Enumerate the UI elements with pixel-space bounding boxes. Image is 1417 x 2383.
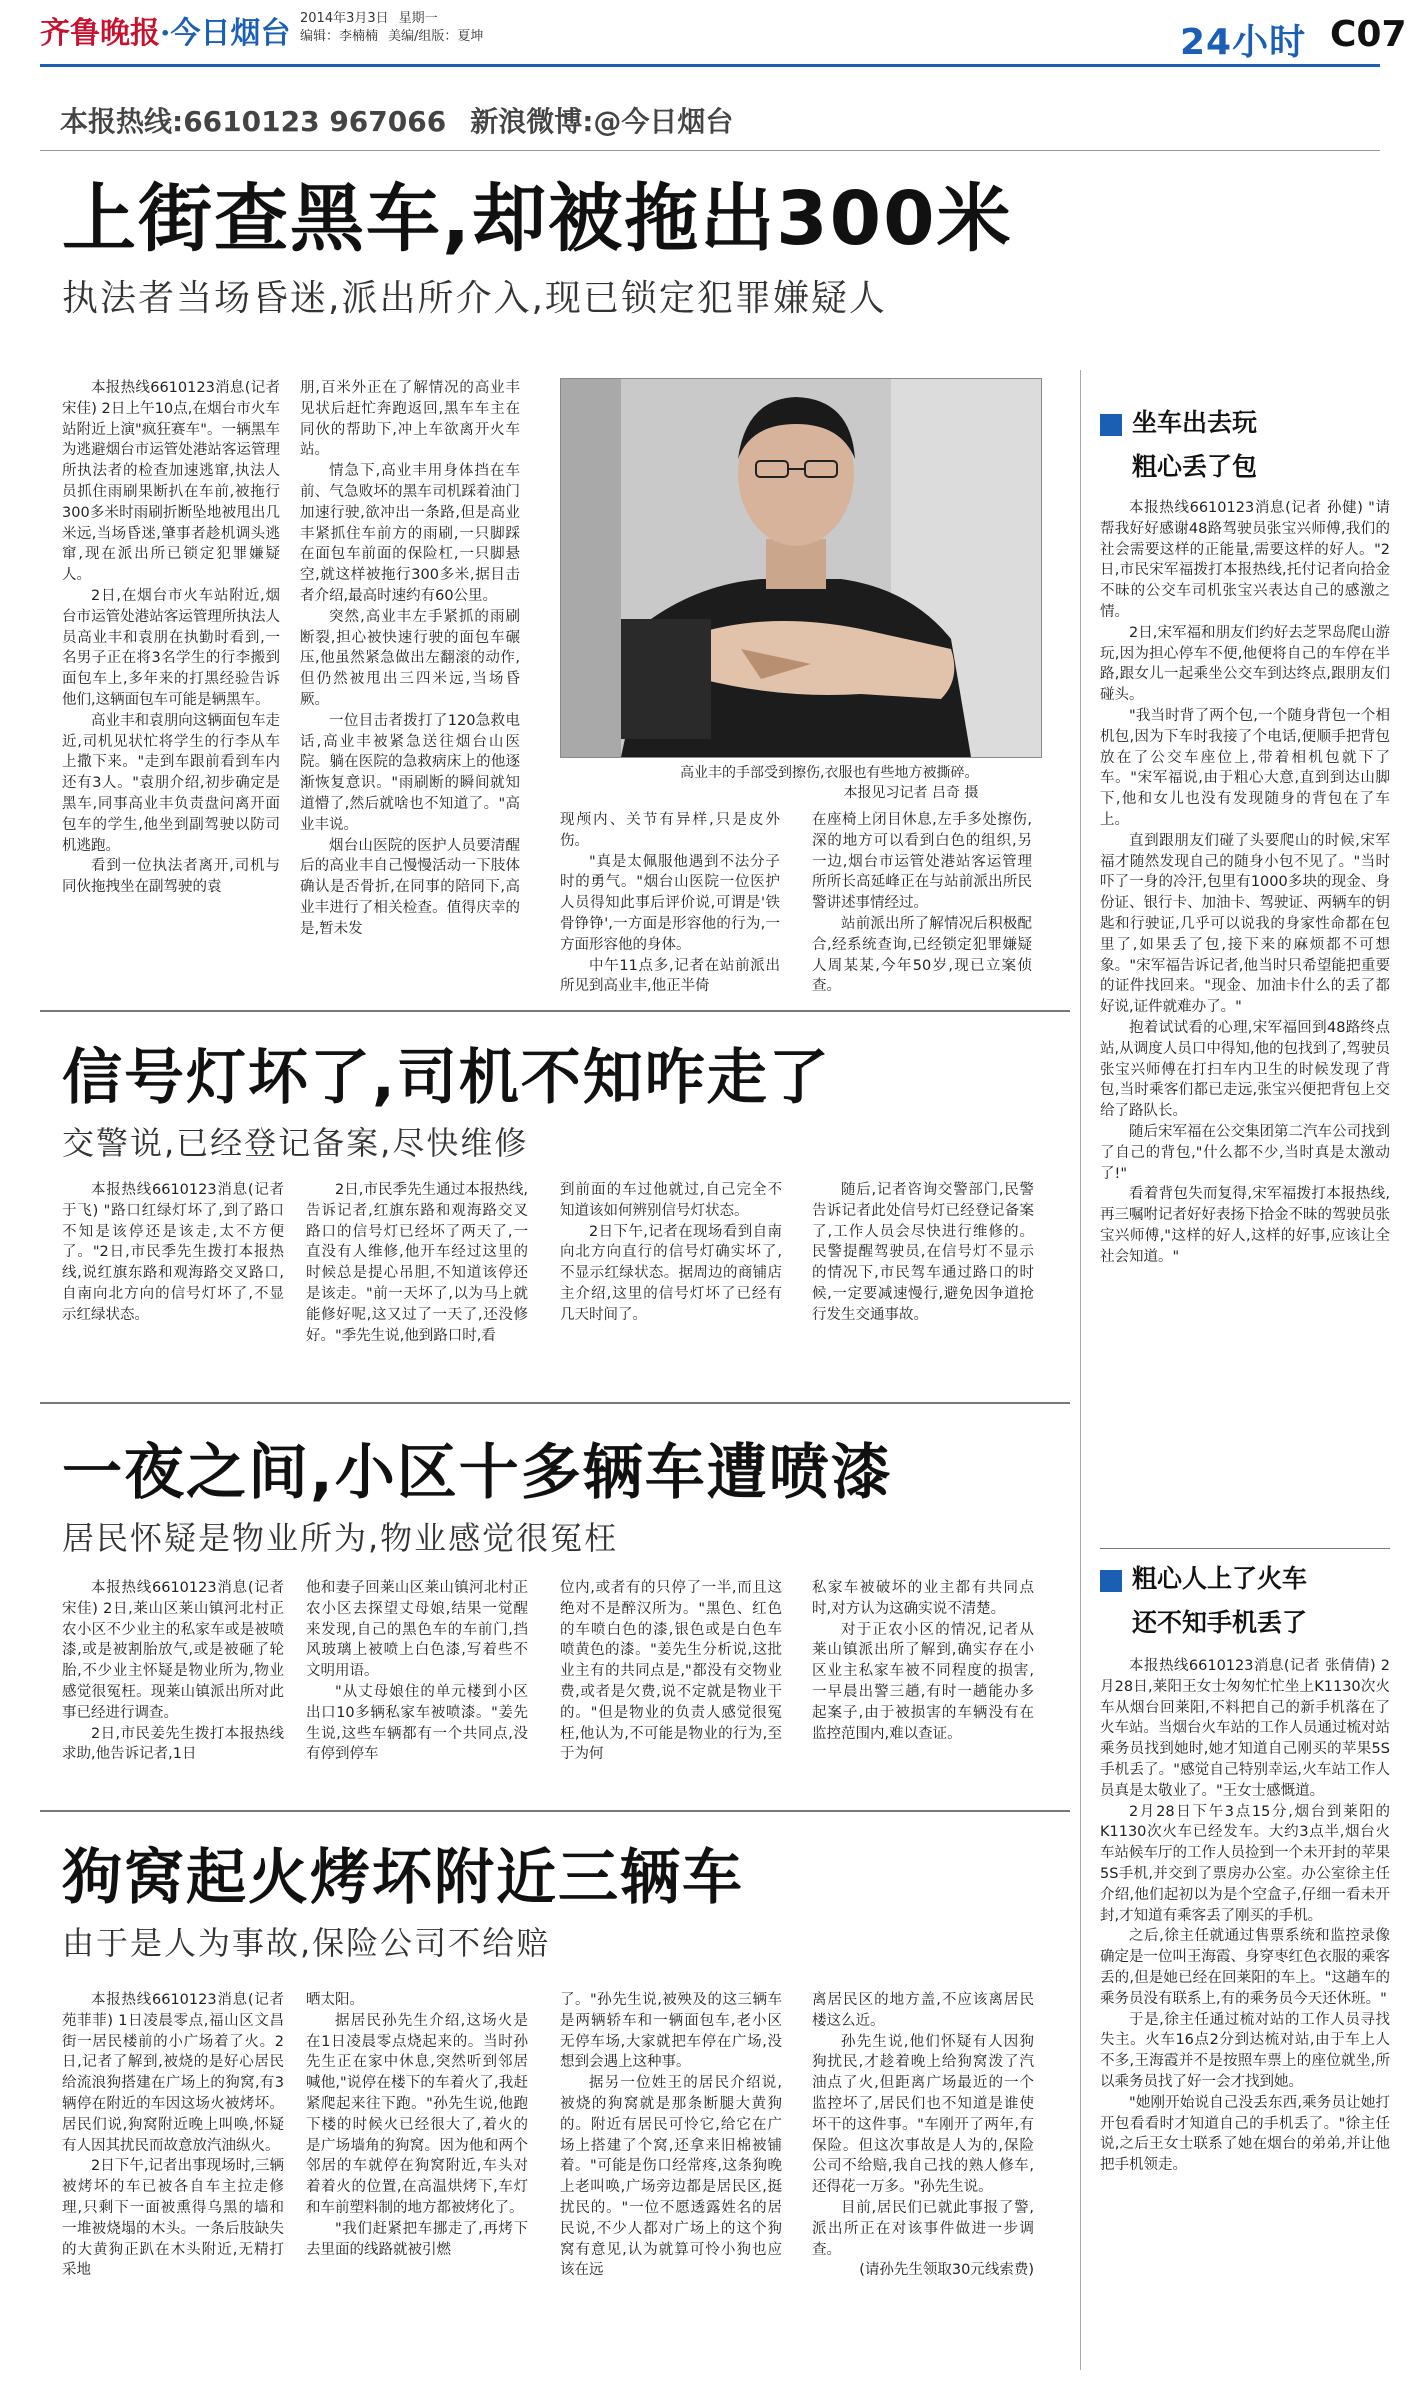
story2-subheadline: 交警说,已经登记备案,尽快维修: [62, 1124, 529, 1162]
story4-paragraph: 据居民孙先生介绍,这场火是在1日凌晨零点烧起来的。当时孙先生正在家中休息,突然听到邻居喊他,"说停在楼下的车着火了,我赶紧爬起来往下跑。"孙先生说,他跑下楼的时候火已经很大了,着火的是广场墙角的狗窝。因为他和两个邻居的车就停在狗窝附近,车头对着着火的位置,在高温烘烤下,车灯和车前塑料制的地方都被烤化了。: [306, 2012, 528, 2216]
story1-paragraph: 在座椅上闭目休息,左手多处擦伤,深的地方可以看到白色的组织,另一边,烟台市运管处港站客运管理所所长高延峰正在与站前派出所民警讲述事情经过。: [812, 812, 1032, 912]
sidebar-story1-title-line1: 坐车出去玩: [1132, 408, 1258, 437]
story4-column-4: [812, 1990, 1034, 2375]
story4-column-2: [306, 1990, 528, 2375]
sidebar-paragraph: 于是,徐主任通过梳对站的工作人员寻找失主。火车16点2分到达梳对站,由于车上人不多,王海霞并不是按照车票上的座位就坐,所以乘务员找了好一会才找到她。: [1100, 2011, 1390, 2090]
story1-paragraph: 朋,百米外正在了解情况的高业丰见状后赶忙奔跑返回,黑车车主在同伙的帮助下,冲上车欲离开火车站。: [300, 380, 520, 459]
section-badge: 24小时: [1180, 22, 1307, 63]
story4-paragraph: 了。"孙先生说,被殃及的这三辆车是两辆轿车和一辆面包车,老小区无停车场,大家就把车停在广场,没想到会遇上这种事。: [560, 1992, 782, 2071]
paper-name: 齐鲁晚报: [40, 16, 160, 51]
editor-credit: 编辑：李楠楠: [300, 29, 379, 44]
story1-paragraph: 2日,在烟台市火车站附近,烟台市运管处港站客运管理所执法人员高业丰和袁朋在执勤时看到,一名男子正在将3名学生的行李搬到面包车上,多年来的打黑经验告诉他们,这辆面包车可能是辆黑车。: [62, 587, 280, 708]
story3-paragraph: 2日,市民姜先生拨打本报热线求助,他告诉记者,1日: [62, 1725, 284, 1763]
sidebar-story1-title-line2: 粗心丢了包: [1132, 452, 1258, 481]
story1-paragraph: 突然,高业丰左手紧抓的雨刷断裂,担心被快速行驶的面包车碾压,他虽然紧急做出左翻滚的动作,但仍然被甩出三四米远,当场昏厥。: [300, 608, 520, 708]
story3-paragraph: 位内,或者有的只停了一半,而且这绝对不是醉汉所为。"黑色、红色的车喷白色的漆,银色或是白色车喷黄色的漆。"姜先生分析说,这批业主有的共同点是,"都没有交物业费,或者是欠费,说不定就是物业干的。"但是物业的负责人感觉很冤枉,他认为,不可能是物业的行为,至于为何: [560, 1580, 782, 1763]
story2-column-4: [812, 1180, 1034, 1390]
page-number: C07: [1330, 14, 1407, 55]
story1-paragraph: 烟台山医院的医护人员要清醒后的高业丰自己慢慢活动一下肢体确认是否骨折,在同事的陪同下,高业丰进行了相关检查。值得庆幸的是,暂未发: [300, 837, 520, 937]
sidebar-story2-title-line2: 还不知手机丢了: [1132, 1608, 1308, 1637]
sidebar-marker: [1100, 414, 1122, 436]
sidebar-paragraph: 2月28日下午3点15分,烟台到莱阳的K1130次火车已经发车。大约3点半,烟台火车站候车厅的工作人员捡到一个未开封的苹果5S手机,并交到了票房办公室。办公室徐主任介绍,他们起初以为是个空盒子,仔细一看未开封,才知道有乘客丢了刚买的手机。: [1100, 1803, 1390, 1924]
hotline-weibo: 新浪微博:@今日烟台: [470, 105, 734, 138]
story1-paragraph: 情急下,高业丰用身体挡在车前、气急败坏的黑车司机踩着油门加速行驶,欲冲出一条路,但是高业丰紧抓住车前方的雨刷,一只脚踩在面包车前面的保险杠,一只脚悬空,就这样被拖行300多米,据目击者介绍,最高时速约有60公里。: [300, 463, 520, 604]
story3-paragraph: 他和妻子回莱山区莱山镇河北村正农小区去探望丈母娘,结果一觉醒来发现,自己的黑色车的车前门,挡风玻璃上被喷上白色漆,写着些不文明用语。: [306, 1580, 528, 1680]
story1-headline: 上街查黑车,却被拖出300米: [62, 176, 1013, 262]
sidebar-paragraph: "她刚开始说自己没丢东西,乘务员让她打开包看看时才知道自己的手机丢了。"徐主任说,之后王女士联系了她在烟台的弟弟,并让他把手机领走。: [1100, 2094, 1390, 2174]
story4-paragraph: 据另一位姓王的居民介绍说,被烧的狗窝就是那条断腿大黄狗的。附近有居民可怜它,给它在广场上搭建了个窝,还拿来旧棉被铺着。"可能是伤口经常疼,这条狗晚上老叫唤,广场旁边都是居民区,挺扰民的。"一位不愿透露姓名的居民说,不少人都对广场上的这个狗窝有意见,认为就算可怜小狗也应该在远: [560, 2075, 782, 2279]
issue-date: 2014年3月3日: [300, 11, 389, 26]
story2-headline: 信号灯坏了,司机不知咋走了: [62, 1043, 831, 1113]
story3-paragraph: 私家车被破坏的业主都有共同点时,对方认为这确实说不清楚。: [812, 1580, 1034, 1617]
story4-paragraph: 本报热线6610123消息(记者 苑菲菲) 1日凌晨零点,福山区文昌街一居民楼前的小广场着了火。2日,记者了解到,被烧的是好心居民给流浪狗搭建在广场上的狗窝,有3辆停在附近的车因这场火被烤坏。居民们说,狗窝附近晚上叫唤,怀疑有人因其扰民而故意放汽油纵火。: [62, 1992, 284, 2154]
story2-paragraph: 到前面的车过他就过,自己完全不知道该如何辨别信号灯状态。: [560, 1182, 782, 1219]
story4-paragraph: "我们赶紧把车挪走了,再烤下去里面的线路就被引燃: [306, 2220, 528, 2258]
section-name: ·今日烟台: [160, 16, 291, 51]
story1-subheadline: 执法者当场昏迷,派出所介入,现已锁定犯罪嫌疑人: [62, 278, 887, 319]
story4-paragraph: (请孙先生领取30元线索费): [859, 2262, 1034, 2279]
sidebar-paragraph: 直到跟朋友们碰了头要爬山的时候,宋军福才随然发现自己的随身小包不见了。"当时吓了一身的冷汗,包里有1000多块的现金、身份证、银行卡、加油卡、驾驶证、两辆车的钥匙和行驶证,几乎可以说我的身家性命都在包里了,如果丢了包,接下来的麻烦都不可想象。"宋军福告诉记者,他当时只希望能把重要的证件找回来。"现金、加油卡什么的丢了都好说,证件就难办了。": [1100, 832, 1390, 1016]
section-divider: [40, 1402, 1070, 1404]
sidebar-paragraph: 本报热线6610123消息(记者 张倩倩) 2月28日,莱阳王女士匆匆忙忙坐上K1130次火车从烟台回莱阳,不料把自己的新手机落在了火车站。当烟台火车站的工作人员通过梳对站乘务员找到她时,她才知道自己刚买的苹果5S手机丢了。"感觉自己特别幸运,火车站工作人员真是太敬业了。"王女士感慨道。: [1100, 1658, 1390, 1799]
story4-column-1: [62, 1990, 284, 2375]
story1-photo: [560, 378, 1042, 758]
sidebar-divider: [1080, 370, 1081, 2370]
issue-meta: [300, 10, 493, 46]
story1-paragraph: 站前派出所了解情况后积极配合,经系统查询,已经锁定犯罪嫌疑人周某某,今年50岁,现已立案侦查。: [812, 915, 1032, 995]
story3-paragraph: "从丈母娘住的单元楼到小区出口10多辆私家车被喷漆。"姜先生说,这些车辆都有一个共同点,没有停到停车: [306, 1683, 528, 1763]
story3-column-1: [62, 1578, 284, 1796]
hotline-rule: [40, 150, 1380, 151]
story3-column-4: [812, 1578, 1034, 1796]
sidebar-paragraph: "我当时背了两个包,一个随身背包一个相机包,因为下车时我接了个电话,便顺手把背包放在了公交车座位上,带着相机包就下了车。"宋军福说,由于粗心大意,直到到达山脚下,他和女儿也没有发现随身的背包在了车上。: [1100, 707, 1390, 828]
story2-paragraph: 本报热线6610123消息(记者 于飞) "路口红绿灯坏了,到了路口不知是该停还是该走,太不方便了。"2日,市民季先生拨打本报热线,说红旗东路和观海路交叉路口,自南向北方向的信号灯坏了,不显示红绿状态。: [62, 1182, 284, 1323]
story1-column-1: [62, 378, 280, 938]
story1-photo-caption: [680, 763, 978, 803]
story3-column-2: [306, 1578, 528, 1796]
story1-column-4: [812, 810, 1032, 1000]
story4-paragraph: 孙先生说,他们怀疑有人因狗狗扰民,才趁着晚上给狗窝泼了汽油点了火,但距离广场最近的一个监控坏了,居民们也不知道是谁使坏干的这件事。"车刚开了两年,有保险。但这次事故是人为的,保险公司不给赔,我自己找的熟人修车,还得花一万多。"孙先生说。: [812, 2033, 1034, 2196]
masthead: [40, 8, 290, 52]
page-header: [0, 0, 1417, 70]
story3-column-3: [560, 1578, 782, 1796]
sidebar-marker: [1100, 1570, 1122, 1592]
story4-paragraph: 离居民区的地方盖,不应该离居民楼这么近。: [812, 1992, 1034, 2029]
story3-paragraph: 本报热线6610123消息(记者 宋佳) 2日,莱山区莱山镇河北村正农小区不少业主的私家车或是被喷漆,或是被割胎放气,或是被砸了轮胎,不少业主怀疑是物业所为,物业感觉很冤枉。现莱山镇派出所对此事已经进行调查。: [62, 1580, 284, 1721]
story4-headline: 狗窝起火烤坏附近三辆车: [62, 1843, 744, 1913]
sidebar-paragraph: 看着背包失而复得,宋军福拨打本报热线,再三嘱咐记者好好表扬下拾金不昧的驾驶员张宝兴师傅,"这样的好人,这样的好事,应该让全社会知道。": [1100, 1186, 1390, 1265]
sidebar-paragraph: 本报热线6610123消息(记者 孙健) "请帮我好好感谢48路驾驶员张宝兴师傅,我们的社会需要这样的正能量,需要这样的好人。"2日,市民宋军福拨打本报热线,托付记者向拾金不昧的公交车司机张宝兴表达自己的感激之情。: [1100, 500, 1390, 620]
story3-subheadline: 居民怀疑是物业所为,物业感觉很冤枉: [62, 1519, 619, 1557]
photo-credit: 本报见习记者 吕奇 摄: [843, 785, 979, 801]
story1-paragraph: 看到一位执法者离开,司机与同伙拖拽坐在副驾驶的袁: [62, 858, 280, 896]
story4-subheadline: 由于是人为事故,保险公司不给赔: [62, 1924, 551, 1962]
story2-paragraph: 随后,记者咨询交警部门,民警告诉记者此处信号灯已经登记备案了,工作人员会尽快进行维修的。民警提醒驾驶员,在信号灯不显示的情况下,市民驾车通过路口的时候,一定要减速慢行,避免因争道抢行发生交通事故。: [812, 1182, 1034, 1323]
header-rule: [40, 64, 1380, 67]
story2-paragraph: 2日,市民季先生通过本报热线,告诉记者,红旗东路和观海路交叉路口的信号灯已经坏了两天了,一直没有人维修,他开车经过这里的时候总是提心吊胆,不知道该停还是该走。"前一天坏了,以为马上就能修好呢,这又过了一天了,还没修好。"季先生说,他到路口时,看: [306, 1182, 528, 1344]
story1-column-2: [300, 378, 520, 938]
story4-column-3: [560, 1990, 782, 2375]
story2-paragraph: 2日下午,记者在现场看到自南向北方向直行的信号灯确实坏了,不显示红绿状态。据周边的商铺店主介绍,这里的信号灯坏了已经有几天时间了。: [560, 1223, 782, 1323]
photo-illustration: [561, 379, 1041, 757]
story1-paragraph: 一位目击者拨打了120急救电话,高业丰被紧急送往烟台山医院。躺在医院的急救病床上的他逐渐恢复意识。"雨刷断的瞬间就知道懵了,然后就啥也不知道了。"高业丰说。: [300, 712, 520, 833]
sidebar-paragraph: 随后宋军福在公交集团第二汽车公司找到了自己的背包,"什么都不少,当时真是太激动了!": [1100, 1123, 1390, 1182]
hotline-bar: [60, 100, 757, 140]
story1-column-3: [560, 810, 780, 1000]
story1-paragraph: 高业丰和袁朋向这辆面包车走近,司机见状忙将学生的行李从车上撒下来。"走到车跟前看到车内还有3人。"袁朋介绍,初步确定是黑车,同事高业丰负责盘问离开面包车的学生,他坐到副驾驶以防司机逃跑。: [62, 712, 280, 854]
hotline-phone: 本报热线:6610123 967066: [60, 105, 447, 138]
design-credit: 美编/组版：夏坤: [388, 29, 484, 44]
story3-headline: 一夜之间,小区十多辆车遭喷漆: [62, 1438, 893, 1508]
story1-paragraph: 现颅内、关节有异样,只是皮外伤。: [560, 812, 780, 849]
story4-paragraph: 晒太阳。: [306, 1992, 364, 2008]
sidebar-paragraph: 之后,徐主任就通过售票系统和监控录像确定是一位叫王海霞、身穿枣红色衣服的乘客丢的,但是她已经在回莱阳的车上。"这趟车的乘务员没有联系上,有的乘务员今天还休班。": [1100, 1928, 1390, 2007]
story1-paragraph: "真是太佩服他遇到不法分子时的勇气。"烟台山医院一位医护人员得知此事后评价说,可谓是'铁骨铮铮',一方面是形容他的行为,一方面形容他的身体。: [560, 853, 780, 953]
sidebar-story1-body: [1100, 498, 1390, 1538]
story2-column-1: [62, 1180, 284, 1390]
caption-text: 高业丰的手部受到擦伤,衣服也有些地方被撕碎。: [680, 765, 979, 781]
section-divider: [40, 1010, 1070, 1012]
section-divider: [40, 1810, 1070, 1812]
sidebar-story2-body: [1100, 1656, 1390, 2376]
story4-paragraph: 2日下午,记者出事现场时,三辆被烤坏的车已被各自车主拉走修理,只剩下一面被熏得乌黑的墙和一堆被烧塌的木头。一条后肢缺失的大黄狗正趴在木头附近,无精打采地: [62, 2158, 284, 2279]
story3-paragraph: 对于正农小区的情况,记者从莱山镇派出所了解到,确实存在小区业主私家车被不同程度的损害,一早晨出警三趟,有时一趟能办多起案子,由于被损害的车辆没有在监控范围内,难以查证。: [812, 1621, 1034, 1742]
story4-paragraph: 目前,居民们已就此事报了警,派出所正在对该事件做进一步调查。: [812, 2199, 1034, 2258]
sidebar-story2-title-line1: 粗心人上了火车: [1132, 1564, 1308, 1593]
story2-column-3: [560, 1180, 782, 1390]
story2-column-2: [306, 1180, 528, 1390]
sidebar-paragraph: 抱着试试看的心理,宋军福回到48路终点站,从调度人员口中得知,他的包找到了,驾驶员张宝兴师傅在打扫车内卫生的时候发现了背包,当时乘客们都已走远,张宝兴便把背包上交给了路队长。: [1100, 1019, 1390, 1120]
sidebar-paragraph: 2日,宋军福和朋友们约好去芝罘岛爬山游玩,因为担心停车不便,他便将自己的车停在半路,跟女儿一起乘坐公交车到达终点,跟朋友们碰头。: [1100, 624, 1390, 704]
story1-paragraph: 本报热线6610123消息(记者 宋佳) 2日上午10点,在烟台市火车站附近上演"疯狂赛车"。一辆黑车为逃避烟台市运管处港站客运管理所执法者的检查加速逃窜,执法人员抓住雨刷果断扒在车前,被拖行300多米时雨刷折断坠地被甩出几米远,当场昏迷,肇事者趁机调头逃窜,现在派出所已锁定犯罪嫌疑人。: [62, 380, 280, 584]
issue-weekday: 星期一: [398, 11, 438, 26]
story1-paragraph: 中午11点多,记者在站前派出所见到高业丰,他正半倚: [560, 957, 780, 995]
sidebar-rule: [1100, 1548, 1390, 1549]
